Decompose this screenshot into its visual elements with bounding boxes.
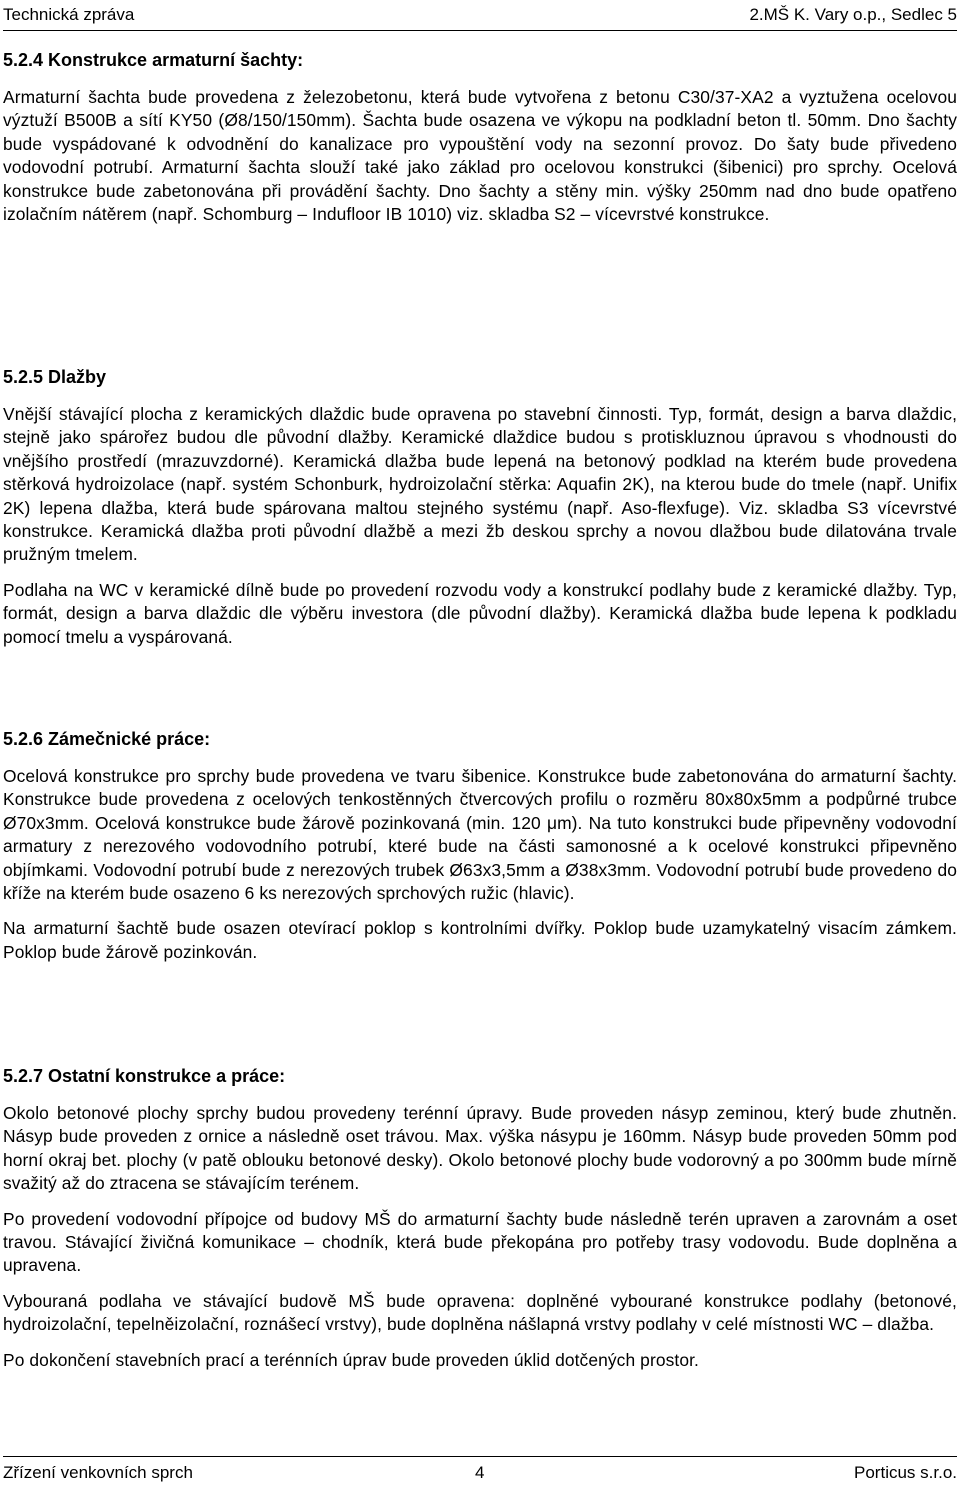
section-heading: 5.2.7 Ostatní konstrukce a práce: xyxy=(3,1066,286,1086)
section-heading: 5.2.4 Konstrukce armaturní šachty: xyxy=(3,50,304,70)
page-header xyxy=(3,3,957,31)
header-project-name: 2.MŠ K. Vary o.p., Sedlec 5 xyxy=(749,5,957,24)
paragraph: Ocelová konstrukce pro sprchy bude provedena ve tvaru šibenice. Konstrukce bude zabetonována do armaturní šachty. Konstrukce bude provedena z ocelových tenkostěnných čtvercových profilu o rozměru 80x80x5mm a podpůrné trubce Ø70x3mm. Ocelová konstrukce bude žárově pozinkovaná (min. 120 μm). Na tuto konstrukci bude připevněny vodovodní armatury z nerezového vodovodního potrubí, které bude na části samonosné a k ocelové konstrukci připevněno objímkami. Vodovodní potrubí bude z nerezových trubek Ø63x3,5mm a Ø38x3mm. Vodovodní potrubí bude provedeno do kříže na kterém bude osazeno 6 ks nerezových sprchových ružic (hlavic). xyxy=(3,766,957,904)
paragraph: Vybouraná podlaha ve stávající budově MŠ bude opravena: doplněné vybourané konstrukce podlahy (betonové, hydroizolační, tepelněizolační, roznášecí vrstvy), bude doplněna nášlapná vrstvy podlahy v celé místnosti WC – dlažba. xyxy=(3,1290,957,1335)
footer-project-title: Zřízení venkovních sprch xyxy=(3,1463,193,1482)
section-dlazby xyxy=(3,365,957,649)
document-body xyxy=(3,48,957,1370)
section-armaturni-sachta xyxy=(3,48,957,226)
paragraph: Po provedení vodovodní přípojce od budovy MŠ do armaturní šachty bude následně terén upraven a zarovnám a oset travou. Stávající živičná komunikace – chodník, která bude překopána pro potřeby trasy vodovodu. Bude doplněna a upravena. xyxy=(3,1208,957,1276)
section-zamecnicke-prace xyxy=(3,727,957,964)
paragraph: Podlaha na WC v keramické dílně bude po provedení rozvodu vody a konstrukcí podlahy bude z keramické dlažby. Typ, formát, design a barva dlaždic dle výběru investora (dle původní dlažby). Keramická dlažba bude lepena k podkladu pomocí tmelu a vyspárovaná. xyxy=(3,579,957,647)
footer-company: Porticus s.r.o. xyxy=(854,1463,957,1482)
paragraph: Na armaturní šachtě bude osazen otevírací poklop s kontrolními dvířky. Poklop bude uzamykatelný visacím zámkem. Poklop bude žárově pozinkován. xyxy=(3,918,957,962)
paragraph: Okolo betonové plochy sprchy budou provedeny terénní úpravy. Bude proveden násyp zeminou, který bude zhutněn. Násyp bude proveden z ornice a následně oset trávou. Max. výška násypu je 160mm. Násyp bude proveden 50mm pod horní okraj bet. plochy (v patě oblouku betonové desky). Okolo betonové plochy bude vodorovný a po 300mm bude mírně svažitý až do ztracena se stávajícím terénem. xyxy=(3,1103,957,1194)
paragraph: Po dokončení stavebních prací a terénních úprav bude proveden úklid dotčených prostor. xyxy=(3,1349,699,1370)
page-footer xyxy=(3,1456,957,1487)
section-heading: 5.2.5 Dlažby xyxy=(3,367,107,387)
page-number: 4 xyxy=(475,1463,485,1482)
section-ostatni-konstrukce xyxy=(3,1064,957,1372)
paragraph: Vnější stávající plocha z keramických dlaždic bude opravena po stavební činnosti. Typ, formát, design a barva dlaždic, stejně jako spárořez budou dle původní dlažby. Keramické dlaždice budou s protiskluznou úpravou s vhodnousti do vnějšího prostředí (mrazuvzdorné). Keramická dlažba bude lepená na betonový podklad na kterém bude provedena stěrková hydroizolace (např. systém Schonburk, hydroizolační stěrka: Aquafin 2K), na kterou bude do tmele (např. Unifix 2K) lepena dlažba, která bude spárovana maltou stejného systému (např. Aso-flexfuge). Viz. skladba S3 vícevrstvé konstrukce. Keramická dlažba proti původní dlažbě a mezi žb deskou sprchy a novou dlažbou bude dilatována trvale pružným tmelem. xyxy=(3,404,957,565)
paragraph: Armaturní šachta bude provedena z železobetonu, která bude vytvořena z betonu C30/37-XA2 a vyztužena ocelovou výztuží B500B a sítí KY50 (Ø8/150/150mm). Šachta bude osazena ve výkopu na podkladní beton tl. 50mm. Dno šachty bude vyspádované k odvodnění do kanalizace pro vypouštění vody na sezonní provoz. Do šaty bude přivedeno vodovodní potrubí. Armaturní šachta slouží také jako základ pro ocelovou konstrukci (šibenici) pro sprchy. Ocelová konstrukce bude zabetonována při provádění šachty. Dno šachty a stěny min. výšky 250mm nad dno bude opatřeno izolačním nátěrem (např. Schomburg – Indufloor IB 1010) viz. skladba S2 – vícevrstvé konstrukce. xyxy=(3,87,957,225)
header-document-title: Technická zpráva xyxy=(3,5,135,24)
section-heading: 5.2.6 Zámečnické práce: xyxy=(3,729,211,749)
